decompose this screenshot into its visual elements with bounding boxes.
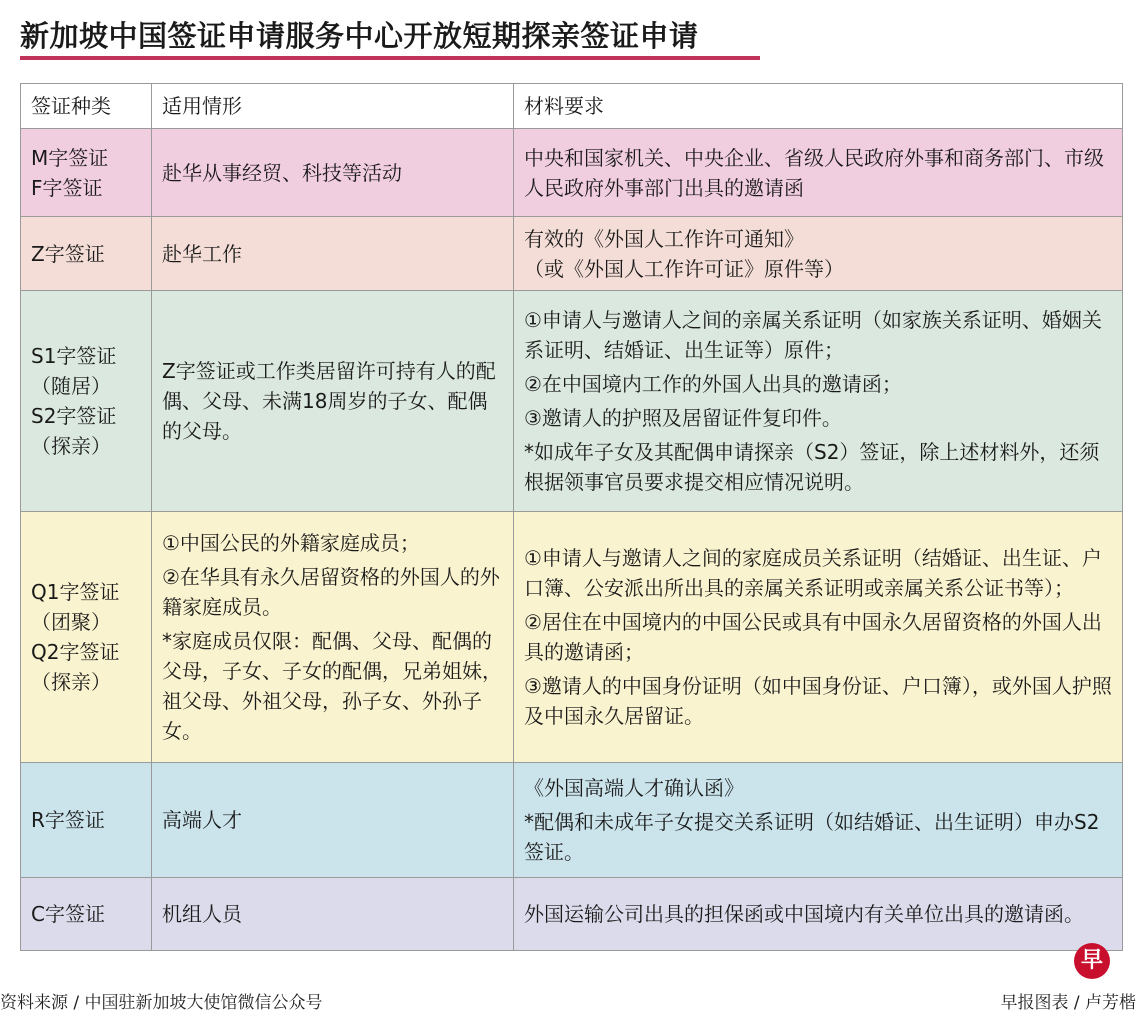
requirements-cell (514, 129, 1123, 217)
situation-cell (152, 129, 514, 217)
visa-type-label: R字签证 (31, 808, 105, 832)
visa-type-label: （探亲） (31, 670, 111, 694)
situation-cell (152, 763, 514, 878)
requirement-text: ③邀请人的护照及居留证件复印件。 (524, 406, 842, 430)
visa-type-label: S1字签证 (31, 344, 117, 368)
requirements-cell (514, 217, 1123, 291)
visa-type-cell (21, 291, 152, 512)
visa-type-label: Q2字签证 (31, 640, 120, 664)
visa-type-label: Z字签证 (31, 241, 105, 266)
page-title: 新加坡中国签证申请服务中心开放短期探亲签证申请 (20, 14, 760, 60)
visa-type-label: F字签证 (31, 175, 103, 200)
situation-text: 机组人员 (162, 902, 242, 926)
requirement-text: ①申请人与邀请人之间的亲属关系证明（如家族关系证明、婚姻关系证明、结婚证、出生证等）原件； (524, 308, 1102, 362)
requirement-text: 中央和国家机关、中央企业、省级人民政府外事和商务部门、市级人民政府外事部门出具的邀请函 (524, 145, 1104, 200)
situation-text: 高端人才 (162, 808, 242, 832)
situation-note: *家庭成员仅限：配偶、父母、配偶的父母，子女、子女的配偶，兄弟姐妹，祖父母、外祖父母，孙子女、外孙子女。 (162, 629, 502, 743)
situation-text: ②在华具有永久居留资格的外国人的外籍家庭成员。 (162, 565, 500, 619)
header-visa-type: 签证种类 (21, 84, 152, 129)
requirement-text: ①申请人与邀请人之间的家庭成员关系证明（结婚证、出生证、户口簿、公安派出所出具的亲属关系证明或亲属关系公证书等）； (524, 546, 1102, 600)
visa-type-label: （随居） (31, 374, 111, 398)
visa-type-cell (21, 129, 152, 217)
situation-text: ①中国公民的外籍家庭成员； (162, 531, 420, 555)
requirement-text: 有效的《外国人工作许可通知》 (524, 226, 804, 251)
requirements-cell (514, 763, 1123, 878)
requirement-text: （或《外国人工作许可证》原件等） (524, 256, 844, 281)
visa-type-label: （探亲） (31, 434, 111, 458)
situation-text: Z字签证或工作类居留许可持有人的配偶、父母、未满18周岁的子女、配偶的父母。 (162, 359, 496, 443)
visa-type-label: M字签证 (31, 145, 109, 170)
situation-text: 赴华工作 (162, 241, 242, 266)
situation-cell (152, 291, 514, 512)
visa-type-cell (21, 763, 152, 878)
visa-type-cell (21, 878, 152, 951)
requirement-text: ③邀请人的中国身份证明（如中国身份证、户口簿），或外国人护照及中国永久居留证。 (524, 674, 1112, 728)
table-header-row (21, 84, 1123, 129)
requirement-text: 《外国高端人才确认函》 (524, 776, 744, 800)
visa-table (20, 83, 1123, 951)
table-row (21, 763, 1123, 878)
visa-type-label: （团聚） (31, 610, 111, 634)
requirements-cell (514, 291, 1123, 512)
situation-cell (152, 512, 514, 763)
graphic-credit: 早报图表 / 卢芳楷 (1000, 993, 1136, 1013)
requirement-note: *配偶和未成年子女提交关系证明（如结婚证、出生证明）申办S2签证。 (524, 810, 1100, 864)
header-situation: 适用情形 (152, 84, 514, 129)
table-row (21, 217, 1123, 291)
table-row (21, 878, 1123, 951)
situation-cell (152, 878, 514, 951)
visa-type-label: C字签证 (31, 902, 105, 926)
requirement-text: ②在中国境内工作的外国人出具的邀请函； (524, 372, 902, 396)
source-note: 资料来源 / 中国驻新加坡大使馆微信公众号 (0, 993, 323, 1013)
table-row (21, 291, 1123, 512)
situation-text: 赴华从事经贸、科技等活动 (162, 160, 402, 185)
requirements-cell (514, 878, 1123, 951)
table-row (21, 512, 1123, 763)
visa-type-label: Q1字签证 (31, 580, 120, 604)
requirement-text: 外国运输公司出具的担保函或中国境内有关单位出具的邀请函。 (524, 902, 1084, 926)
table-row (21, 129, 1123, 217)
situation-cell (152, 217, 514, 291)
header-requirements: 材料要求 (514, 84, 1123, 129)
requirements-cell (514, 512, 1123, 763)
requirement-note: *如成年子女及其配偶申请探亲（S2）签证，除上述材料外，还须根据领事官员要求提交相应情况说明。 (524, 440, 1100, 494)
requirement-text: ②居住在中国境内的中国公民或具有中国永久居留资格的外国人出具的邀请函； (524, 610, 1102, 664)
visa-type-cell (21, 512, 152, 763)
zaobao-logo: 早 (1074, 943, 1110, 979)
visa-type-label: S2字签证 (31, 404, 117, 428)
visa-type-cell (21, 217, 152, 291)
